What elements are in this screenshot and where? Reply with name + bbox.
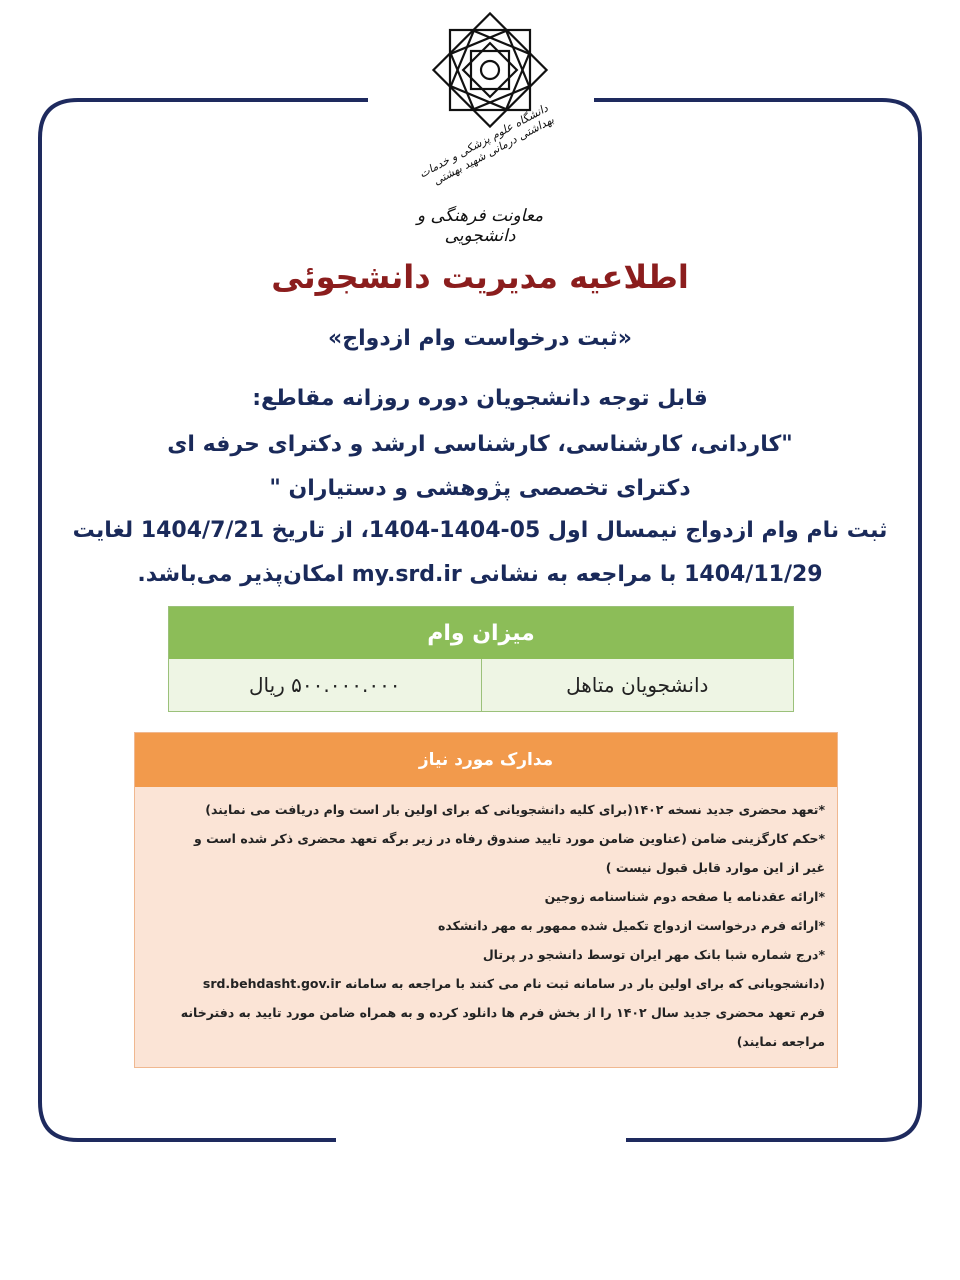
loan-amount-cell: ۵۰۰.۰۰۰.۰۰۰ ریال [169, 659, 482, 711]
university-logo [380, 10, 580, 246]
body-line-4: ثبت نام وام ازدواج نیمسال اول 05-1404-1404، از تاریخ 1404/7/21 لغایت [72, 518, 888, 543]
body-line-3: دکترای تخصصی پژوهشی و دستیاران " [269, 476, 691, 501]
body-line-2: "کاردانی، کارشناسی، کارشناسی ارشد و دکترای حرفه ای [167, 432, 793, 457]
documents-header: مدارک مورد نیاز [135, 733, 837, 787]
university-name: دانشگاه علوم پزشکی و خدمات بهداشتی درمانی شهید بهشتی [416, 101, 557, 188]
document-line: *حکم کارگزینی ضامن (عناوین ضامن مورد تایید صندوق رفاه در زیر برگه تعهد محضری ذکر شده است و [194, 831, 825, 846]
document-line: *ارائه عقدنامه یا صفحه دوم شناسنامه زوجین [544, 889, 825, 904]
page-subtitle: «ثبت درخواست وام ازدواج» [328, 326, 632, 351]
document-line: مراجعه نمایند) [736, 1034, 825, 1049]
body-line-1: قابل توجه دانشجویان دوره روزانه مقاطع: [252, 386, 708, 411]
loan-table-header: میزان وام [169, 607, 793, 659]
document-line: *درج شماره شبا بانک مهر ایران توسط دانشجو در پرتال [482, 947, 825, 962]
document-line: فرم تعهد محضری جدید سال ۱۴۰۲ را از بخش فرم ها دانلود کرده و به همراه ضامن مورد تایید به دفترخانه [180, 1005, 825, 1020]
documents-list [135, 787, 837, 1056]
document-line: *تعهد محضری جدید نسخه ۱۴۰۲(برای کلیه دانشجویانی که برای اولین بار است وام دریافت می نمایند) [205, 802, 825, 817]
loan-table-row [169, 659, 793, 711]
body-line-5: 1404/11/29 با مراجعه به نشانی my.srd.ir امکان‌پذیر می‌باشد. [137, 562, 823, 587]
department-name: معاونت فرهنگی و دانشجویی [416, 206, 544, 246]
page-title: اطلاعیه مدیریت دانشجوئی [271, 258, 689, 296]
loan-category-cell: دانشجویان متاهل [566, 673, 709, 697]
required-documents-box [134, 732, 838, 1068]
document-line: (دانشجویانی که برای اولین بار در سامانه ثبت نام می کنند با مراجعه به سامانه srd.behdasht.gov.ir [202, 976, 825, 991]
document-line: *ارائه فرم درخواست ازدواج تکمیل شده ممهور به مهر دانشکده [437, 918, 825, 933]
loan-amount-table [168, 606, 794, 712]
document-line: غیر از این موارد قابل قبول نیست ) [605, 860, 825, 875]
